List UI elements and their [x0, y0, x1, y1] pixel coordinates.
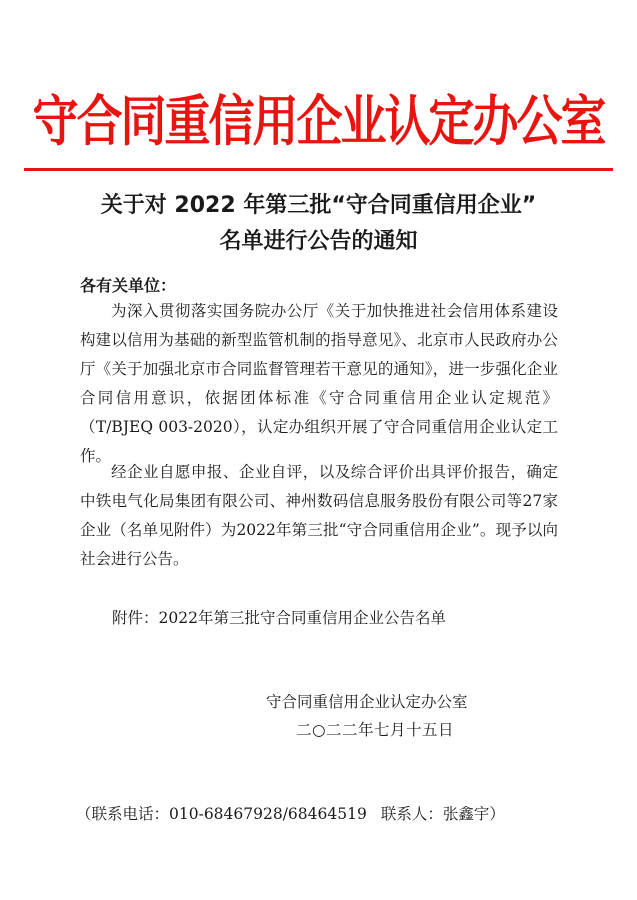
- notice-title-line-2: 名单进行公告的通知: [219, 229, 418, 254]
- signature-date: 二○二二年七月十五日: [296, 721, 455, 739]
- body-paragraph-2-block: [80, 458, 558, 574]
- signature-organization: 守合同重信用企业认定办公室: [266, 693, 468, 711]
- masthead-title: 守合同重信用企业认定办公室: [32, 89, 605, 154]
- notice-title: [0, 188, 637, 260]
- contact-phone: （联系电话：010-68467928/68464519: [76, 805, 367, 823]
- notice-title-line-1: 关于对 2022 年第三批“守合同重信用企业”: [100, 193, 537, 218]
- contact-person: 联系人：张鑫宇）: [380, 805, 505, 823]
- red-divider-line: [24, 168, 613, 171]
- contact-info: [76, 800, 505, 828]
- body-paragraph-1-block: [80, 297, 558, 471]
- salutation: 各有关单位：: [80, 276, 177, 295]
- body-paragraph-1: 为深入贯彻落实国务院办公厅《关于加快推进社会信用体系建设构建以信用为基础的新型监管机制的指导意见》、北京市人民政府办公厅《关于加强北京市合同监督管理若干意见的通知》，进一步强化企业合同信用意识，依据团体标准《守合同重信用企业认定规范》（T/BJEQ 003-2020），认定办组织开展了守合同重信用企业认定工作。: [80, 302, 558, 465]
- body-paragraph-2: 经企业自愿申报、企业自评，以及综合评价出具评价报告，确定中铁电气化局集团有限公司、神州数码信息服务股份有限公司等27家企业（名单见附件）为2022年第三批“守合同重信用企业”。现予以向社会进行公告。: [80, 463, 558, 568]
- attachment-note: 附件：2022年第三批守合同重信用企业公告名单: [112, 609, 446, 627]
